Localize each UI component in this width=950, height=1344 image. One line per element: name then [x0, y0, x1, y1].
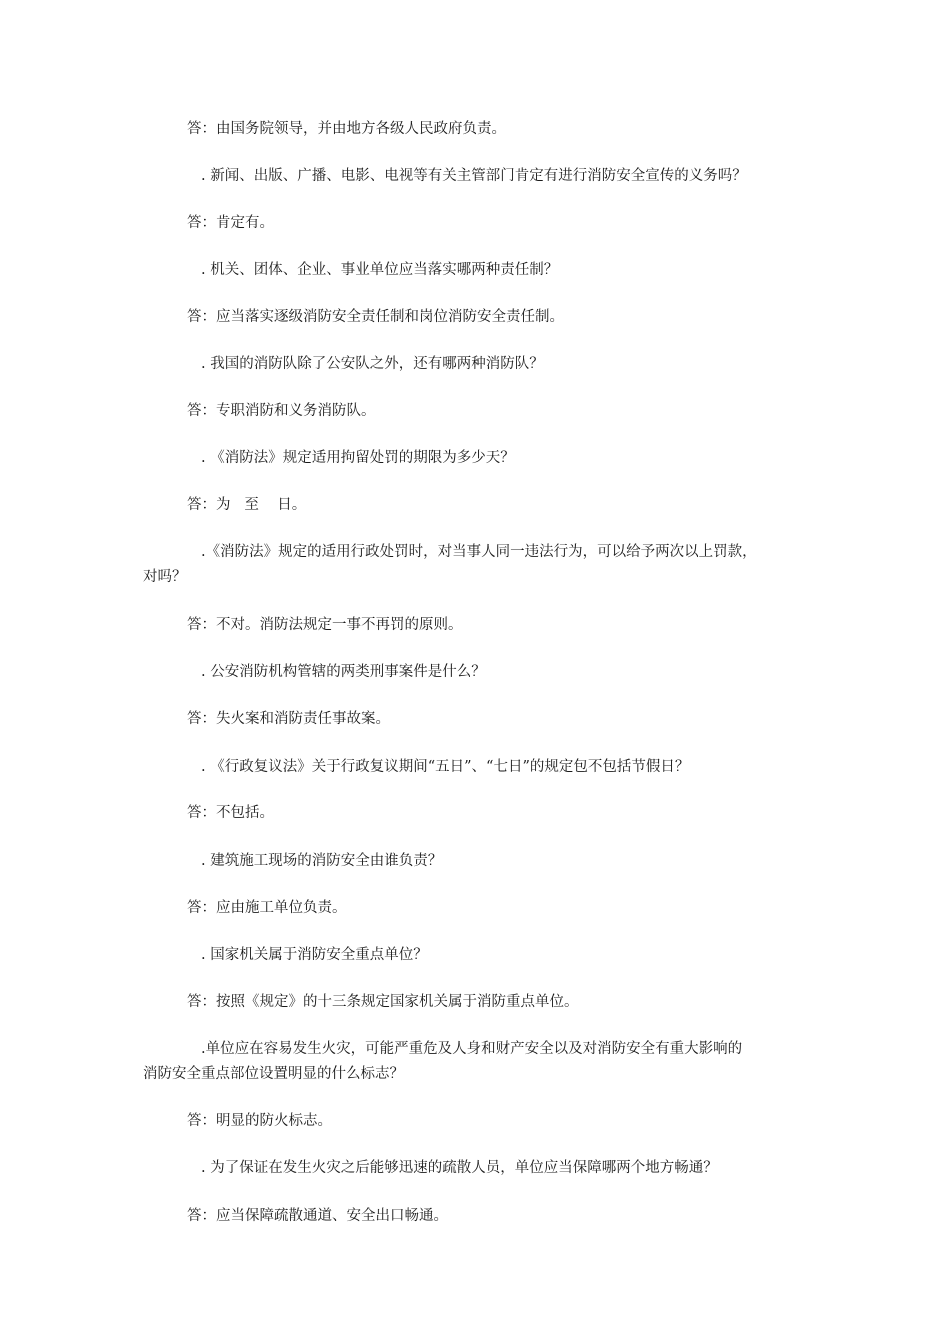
- question-text-continued: 消防安全重点部位设置明显的什么标志？: [143, 1066, 404, 1082]
- answer-text: 答：为 至 日。: [187, 497, 307, 513]
- answer-text: 答：按照《规定》的十三条规定国家机关属于消防重点单位。: [187, 994, 579, 1010]
- question-text: . 我国的消防队除了公安队之外，还有哪两种消防队？: [201, 356, 544, 372]
- answer-text: 答：专职消防和义务消防队。: [187, 403, 376, 419]
- question-text: . 《消防法》规定适用拘留处罚的期限为多少天？: [201, 450, 515, 466]
- answer-text: 答：由国务院领导，并由地方各级人民政府负责。: [187, 121, 506, 137]
- question-text: .《消防法》规定的适用行政处罚时，对当事人同一违法行为，可以给予两次以上罚款，: [201, 544, 757, 560]
- question-text: . 公安消防机构管辖的两类刑事案件是什么？: [201, 664, 486, 680]
- question-text: . 机关、团体、企业、事业单位应当落实哪两种责任制？: [201, 262, 559, 278]
- question-text: .单位应在容易发生火灾，可能严重危及人身和财产安全以及对消防安全有重大影响的: [201, 1041, 743, 1057]
- answer-text: 答：明显的防火标志。: [187, 1113, 332, 1129]
- question-text-continued: 对吗？: [143, 569, 187, 585]
- answer-text: 答：应当落实逐级消防安全责任制和岗位消防安全责任制。: [187, 309, 564, 325]
- answer-text: 答：不对。消防法规定一事不再罚的原则。: [187, 617, 463, 633]
- answer-text: 答：失火案和消防责任事故案。: [187, 711, 390, 727]
- question-text: . 为了保证在发生火灾之后能够迅速的疏散人员，单位应当保障哪两个地方畅通？: [201, 1160, 718, 1176]
- answer-text: 答：不包括。: [187, 805, 274, 821]
- question-text: . 国家机关属于消防安全重点单位？: [201, 947, 428, 963]
- question-text: . 新闻、出版、广播、电影、电视等有关主管部门肯定有进行消防安全宣传的义务吗？: [201, 168, 747, 184]
- question-text: . 建筑施工现场的消防安全由谁负责？: [201, 853, 443, 869]
- answer-text: 答：应由施工单位负责。: [187, 900, 347, 916]
- answer-text: 答：肯定有。: [187, 215, 274, 231]
- question-text: . 《行政复议法》关于行政复议期间“五日”、“七日”的规定包不包括节假日？: [201, 759, 690, 775]
- answer-text: 答：应当保障疏散通道、安全出口畅通。: [187, 1208, 448, 1224]
